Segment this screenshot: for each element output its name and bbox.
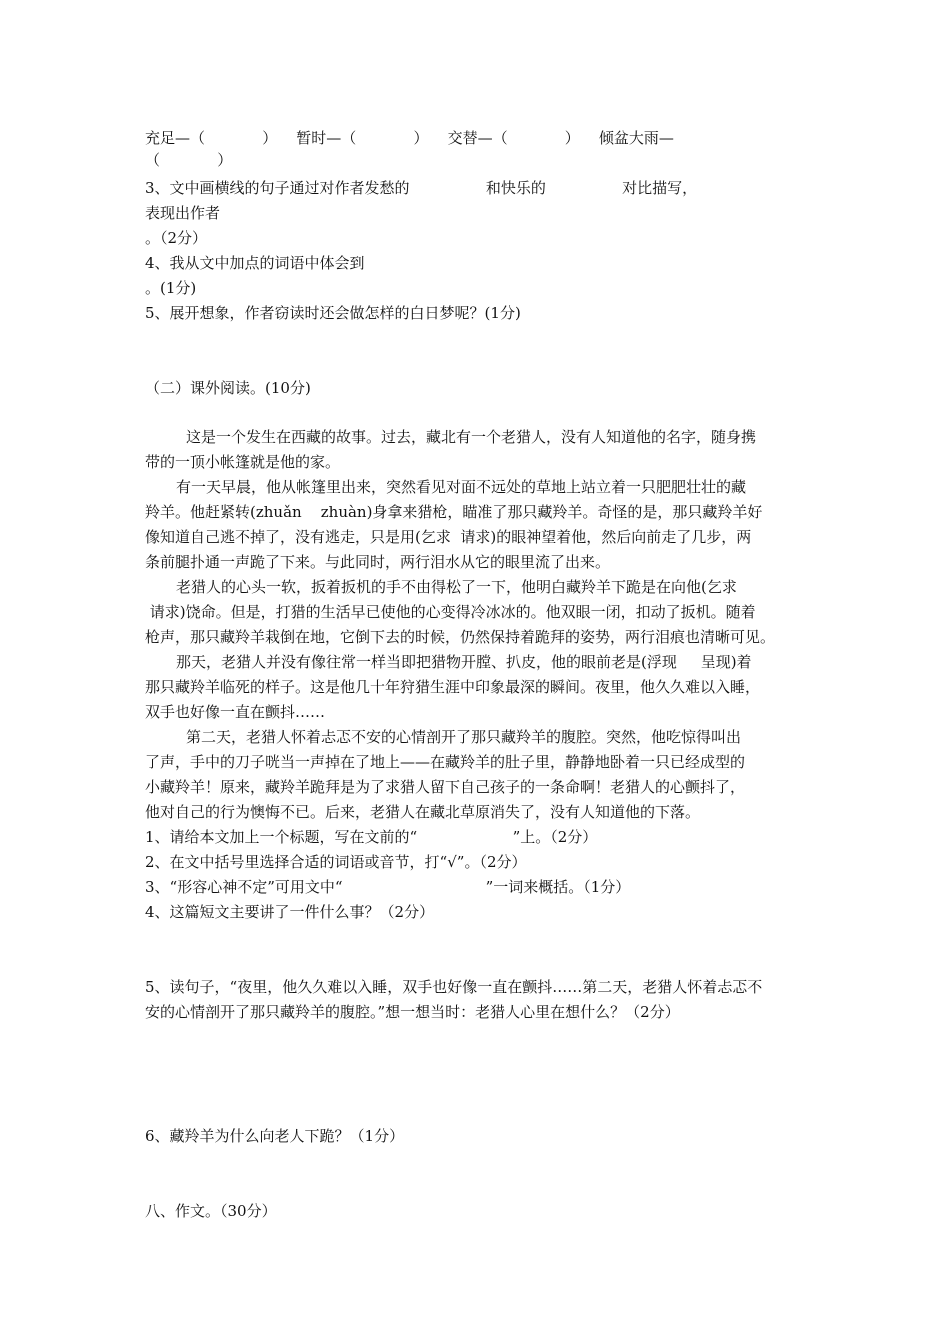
passage-line: 枪声，那只藏羚羊栽倒在地，它倒下去的时候，仍然保持着跪拜的姿势，两行泪痕也清晰可见。 <box>145 628 776 646</box>
passage-line: 小藏羚羊！原来，藏羚羊跪拜是为了求猎人留下自己孩子的一条命啊！老猎人的心颤抖了， <box>145 778 746 796</box>
question-4-line-1: 4、我从文中加点的词语中体会到 <box>145 254 365 272</box>
section-2-heading: （二）课外阅读。(10分) <box>145 379 311 397</box>
passage-line: 第二天，老猎人怀着忐忑不安的心情剖开了那只藏羚羊的腹腔。突然，他吃惊得叫出 <box>186 728 742 746</box>
passage-line: 有一天早晨，他从帐篷里出来，突然看见对面不远处的草地上站立着一只肥肥壮壮的藏 <box>176 478 747 496</box>
reading-question-2: 2、在文中括号里选择合适的词语或音节，打“√”。（2分） <box>145 853 527 871</box>
passage-line: 那只藏羚羊临死的样子。这是他几十年狩猎生涯中印象最深的瞬间。夜里，他久久难以入睡， <box>145 678 761 696</box>
question-4-line-2: 。(1分) <box>145 279 197 297</box>
passage-line: 像知道自己逃不掉了，没有逃走，只是用(乞求 请求)的眼神望着他，然后向前走了几步，两 <box>145 528 752 546</box>
passage-line: 双手也好像一直在颤抖…… <box>145 703 326 721</box>
reading-question-6: 6、藏羚羊为什么向老人下跪？（1分） <box>145 1127 405 1145</box>
question-3-line-2: 表现出作者 <box>145 204 221 222</box>
passage-line: 请求)饶命。但是，打猎的生活早已使他的心变得冷冰冰的。他双眼一闭，扣动了扳机。随着 <box>145 603 756 621</box>
antonym-exercise-line-2: （ ） <box>145 151 233 169</box>
question-3-line-1: 3、文中画横线的句子通过对作者发愁的 和快乐的 对比描写， <box>145 179 698 197</box>
reading-question-5-line-1: 5、读句子，“夜里，他久久难以入睡，双手也好像一直在颤抖……第二天，老猎人怀着忐忑不 <box>145 978 763 996</box>
passage-line: 那天，老猎人并没有像往常一样当即把猎物开膛、扒皮，他的眼前老是(浮现 呈现)着 <box>176 653 752 671</box>
passage-line: 了声，手中的刀子咣当一声掉在了地上——在藏羚羊的肚子里，静静地卧着一只已经成型的 <box>145 753 746 771</box>
passage-line: 这是一个发生在西藏的故事。过去，藏北有一个老猎人，没有人知道他的名字，随身携 <box>186 428 757 446</box>
passage-line: 条前腿扑通一声跪了下来。与此同时，两行泪水从它的眼里流了出来。 <box>145 553 611 571</box>
reading-question-3: 3、“形容心神不定”可用文中“ ”一词来概括。（1分） <box>145 878 631 896</box>
passage-line: 老猎人的心头一软，扳着扳机的手不由得松了一下，他明白藏羚羊下跪是在向他(乞求 <box>176 578 737 596</box>
question-3-line-3: 。（2分） <box>145 229 208 247</box>
section-8-heading: 八、作文。（30分） <box>145 1202 277 1220</box>
antonym-exercise-line: 充足—（ ） 暂时—（ ） 交替—（ ） 倾盆大雨— <box>145 129 674 147</box>
question-5: 5、展开想象，作者窃读时还会做怎样的白日梦呢？(1分) <box>145 304 521 322</box>
reading-question-4: 4、这篇短文主要讲了一件什么事？（2分） <box>145 903 435 921</box>
passage-line: 他对自己的行为懊悔不已。后来，老猎人在藏北草原消失了，没有人知道他的下落。 <box>145 803 701 821</box>
reading-question-1: 1、请给本文加上一个标题，写在文前的“ ”上。（2分） <box>145 828 598 846</box>
passage-line: 羚羊。他赶紧转(zhuǎn zhuàn)身拿来猎枪，瞄准了那只藏羚羊。奇怪的是，那只藏羚羊好 <box>145 503 763 521</box>
reading-question-5-line-2: 安的心情剖开了那只藏羚羊的腹腔。”想一想当时：老猎人心里在想什么？（2分） <box>145 1003 680 1021</box>
passage-line: 带的一顶小帐篷就是他的家。 <box>145 453 341 471</box>
